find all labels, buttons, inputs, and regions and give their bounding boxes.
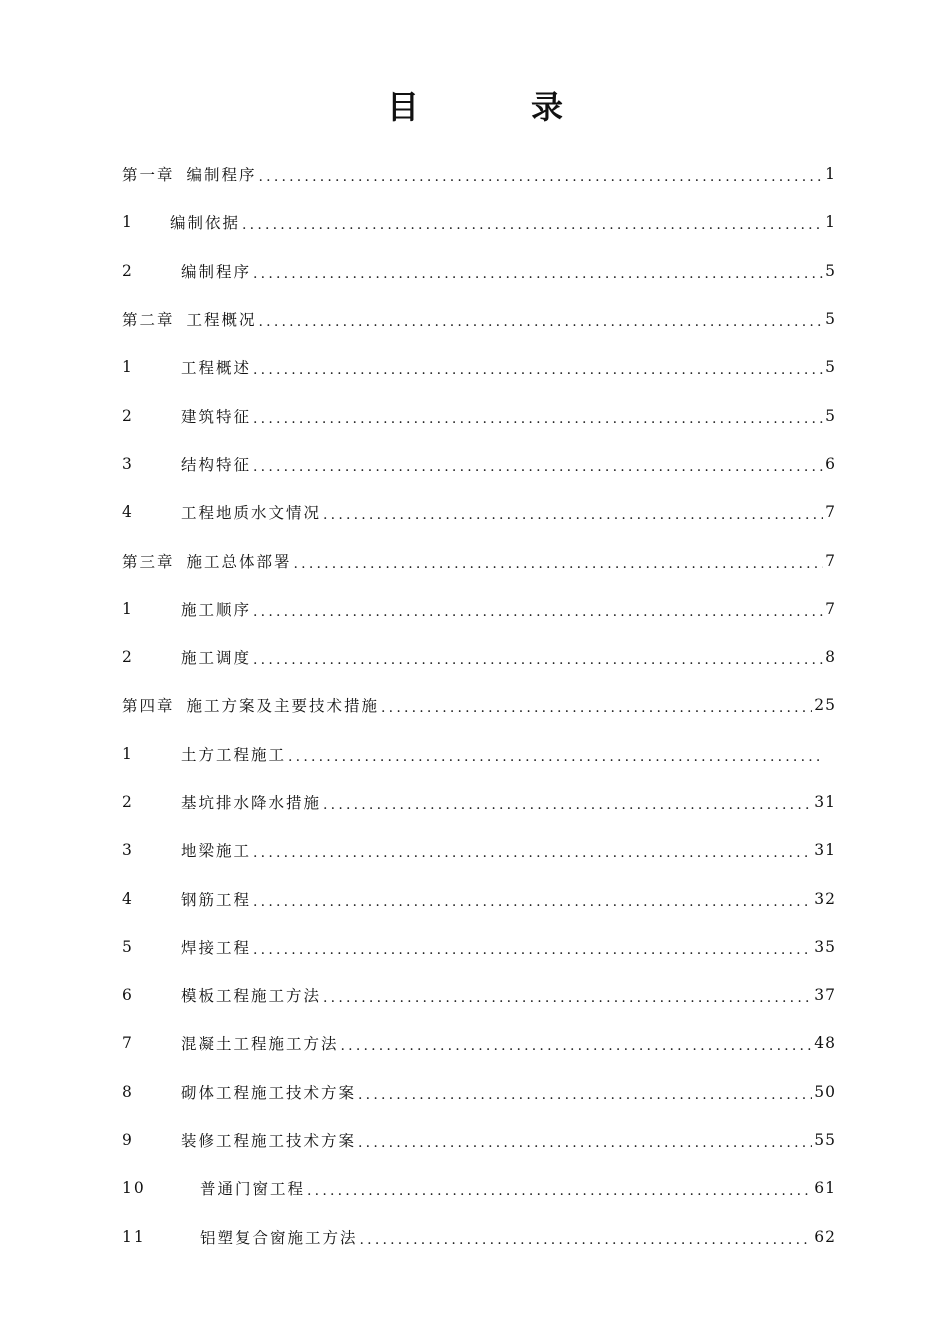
entry-number: 3 [122,841,134,860]
dot-leader [253,845,812,861]
toc-entry[interactable] [122,247,836,295]
toc-entry[interactable] [122,391,836,439]
page-title: 目 录 [386,88,603,126]
dot-leader [253,604,823,620]
entry-page: 37 [814,986,836,1005]
dot-leader [323,507,823,523]
entry-page: 8 [825,648,836,667]
toc-entry[interactable] [122,198,836,246]
toc-entry[interactable] [122,1116,836,1164]
toc-entry[interactable] [122,826,836,874]
entry-number: 4 [122,889,134,908]
entry-number: 第四章 [122,697,175,716]
entry-number: 1 [122,213,134,232]
entry-title: 编制依据 [170,214,241,233]
entry-page: 1 [825,165,836,184]
entry-number: 1 [122,744,134,763]
entry-number: 2 [122,648,134,667]
entry-page: 25 [814,696,836,715]
entry-number: 1 [122,599,134,618]
entry-page: 1 [825,213,836,232]
table-of-contents [122,150,836,1261]
entry-page: 5 [825,310,836,329]
dot-leader [253,362,823,378]
dot-leader [253,942,812,958]
entry-title: 施工方案及主要技术措施 [186,697,380,716]
entry-number: 第二章 [122,311,175,330]
entry-title: 焊接工程 [181,938,252,957]
entry-title: 结构特征 [181,455,252,474]
dot-leader [288,749,824,765]
entry-title: 施工顺序 [181,600,252,619]
entry-number: 11 [122,1227,146,1246]
entry-number: 1 [122,358,134,377]
entry-title: 编制程序 [186,166,257,185]
toc-entry[interactable] [122,343,836,391]
entry-page: 48 [814,1034,836,1053]
entry-title: 普通门窗工程 [200,1180,306,1199]
toc-entry[interactable] [122,923,836,971]
entry-number: 第一章 [122,166,175,185]
dot-leader [294,556,824,572]
entry-title: 土方工程施工 [181,745,287,764]
entry-title: 铝塑复合窗施工方法 [200,1228,358,1247]
toc-entry[interactable] [122,730,836,778]
entry-title: 工程概述 [181,359,252,378]
entry-number: 3 [122,454,134,473]
dot-leader [253,894,812,910]
entry-number: 6 [122,986,134,1005]
dot-leader [358,1135,812,1151]
entry-page: 50 [814,1082,836,1101]
entry-title: 施工调度 [181,649,252,668]
entry-number: 2 [122,793,134,811]
dot-leader [253,266,823,282]
toc-entry[interactable] [122,633,836,681]
dot-leader [360,1232,813,1248]
toc-entry[interactable] [122,1164,836,1212]
toc-entry[interactable] [122,1068,836,1116]
entry-title: 编制程序 [181,262,252,281]
toc-entry[interactable] [122,488,836,536]
entry-title: 钢筋工程 [181,890,252,909]
dot-leader [259,169,824,185]
toc-entry[interactable] [122,585,836,633]
toc-entry[interactable] [122,295,836,343]
entry-title: 砌体工程施工技术方案 [181,1083,357,1102]
dot-leader [253,459,823,475]
entry-title: 装修工程施工技术方案 [181,1132,357,1151]
entry-number: 第三章 [122,552,175,571]
entry-page: 61 [814,1179,836,1198]
entry-title: 工程概况 [186,311,257,330]
entry-number: 2 [122,261,134,280]
entry-page: 31 [814,793,836,811]
toc-entry[interactable] [122,536,836,584]
entry-page: 5 [825,261,836,280]
dot-leader [381,700,812,716]
dot-leader [253,411,823,427]
entry-number: 2 [122,406,134,425]
dot-leader [259,314,824,330]
entry-title: 工程地质水文情况 [181,504,322,523]
entry-number: 9 [122,1131,134,1150]
entry-page: 7 [825,599,836,618]
toc-entry[interactable] [122,1213,836,1261]
entry-page: 32 [814,889,836,908]
toc-entry[interactable] [122,681,836,729]
entry-number: 4 [122,503,134,522]
toc-entry[interactable] [122,1019,836,1067]
dot-leader [307,1183,812,1199]
dot-leader [358,1087,812,1103]
toc-entry[interactable] [122,874,836,922]
entry-number: 5 [122,937,134,956]
entry-title: 混凝土工程施工方法 [181,1035,339,1054]
entry-page: 7 [825,551,836,570]
entry-page: 7 [825,503,836,522]
entry-page: 62 [814,1227,836,1246]
entry-page: 5 [825,358,836,377]
entry-number: 8 [122,1082,134,1101]
entry-page: 5 [825,406,836,425]
entry-number: 10 [122,1179,146,1198]
entry-page: 35 [814,937,836,956]
dot-leader [323,797,812,813]
toc-entry[interactable] [122,971,836,1019]
dot-leader [242,217,823,233]
entry-title: 模板工程施工方法 [181,987,322,1006]
dot-leader [253,652,823,668]
entry-title: 基坑排水降水措施 [181,794,322,812]
entry-title: 建筑特征 [181,407,252,426]
entry-page: 55 [814,1131,836,1150]
toc-entry[interactable] [122,150,836,198]
entry-page: 31 [814,841,836,860]
entry-title: 施工总体部署 [186,552,292,571]
toc-entry[interactable] [122,778,836,826]
toc-entry[interactable] [122,440,836,488]
dot-leader [323,990,812,1006]
dot-leader [341,1038,813,1054]
entry-title: 地梁施工 [181,842,252,861]
entry-page: 6 [825,454,836,473]
entry-number: 7 [122,1034,134,1053]
